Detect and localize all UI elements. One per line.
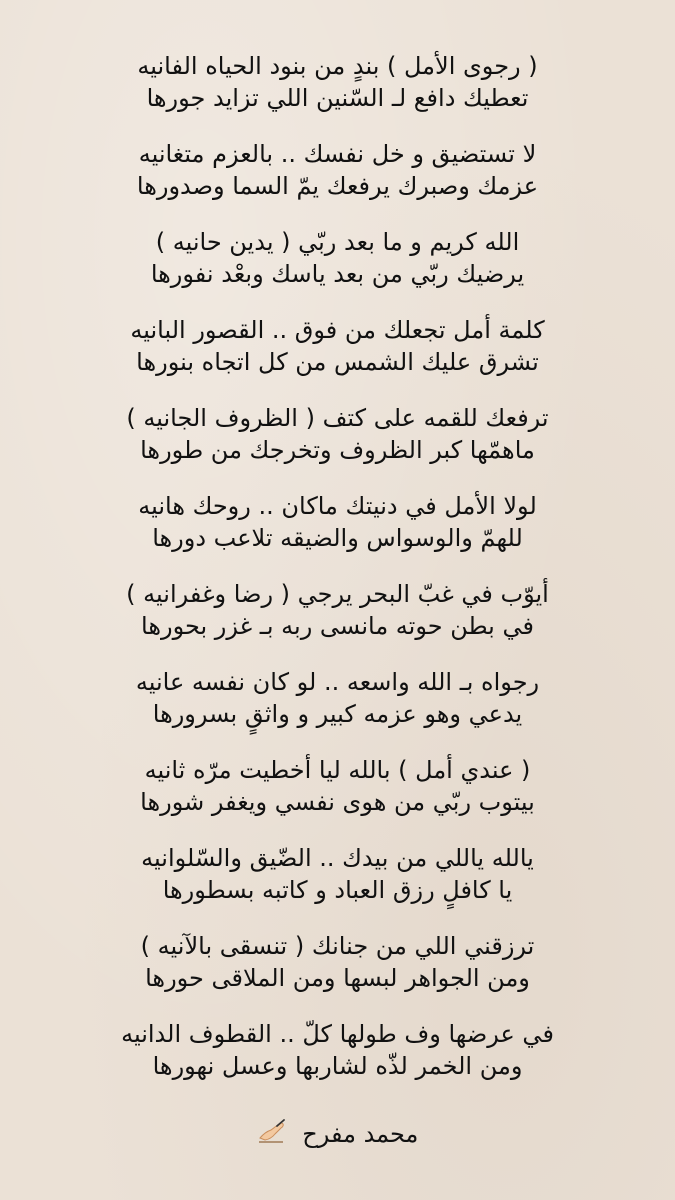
poem-line: يا كافلٍ رزق العباد و كاتبه بسطورها	[162, 876, 513, 904]
poem-line: أيوّب في غبّ البحر يرجي ( رضا وغفرانيه )	[126, 580, 549, 608]
stanza	[0, 50, 675, 114]
stanza	[0, 402, 675, 466]
poem-line: تشرق عليك الشمس من كل اتجاه بنورها	[136, 348, 539, 376]
signature	[0, 1118, 675, 1152]
writing-hand-icon	[257, 1118, 287, 1152]
poem-line: للهمّ والوسواس والضيقه تلاعب دورها	[152, 524, 523, 552]
poem-line: في عرضها وف طولها كلّ .. القطوف الدانيه	[121, 1020, 554, 1048]
poem-line: ترزقني اللي من جنانك ( تنسقى بالآنيه )	[140, 932, 535, 960]
poem-line: لا تستضيق و خل نفسك .. بالعزم متغانيه	[138, 140, 537, 168]
poem-line: لولا الأمل في دنيتك ماكان .. روحك هانيه	[138, 492, 537, 520]
stanza	[0, 138, 675, 202]
poem-line: ومن الخمر لذّه لشاربها وعسل نهورها	[152, 1052, 523, 1080]
poem-line: ومن الجواهر لبسها ومن الملاقى حورها	[145, 964, 530, 992]
poem-line: تعطيك دافع لـ السّنين اللي تزايد جورها	[146, 84, 529, 112]
stanza	[0, 666, 675, 730]
poem-line: كلمة أمل تجعلك من فوق .. القصور البانيه	[130, 316, 545, 344]
poem-line: بيتوب ربّي من هوى نفسي ويغفر شورها	[140, 788, 535, 816]
poem-line: يدعي وهو عزمه كبير و واثقٍ بسرورها	[152, 700, 523, 728]
stanza	[0, 1018, 675, 1082]
stanza	[0, 842, 675, 906]
stanza	[0, 226, 675, 290]
poem-line: رجواه بـ الله واسعه .. لو كان نفسه عانيه	[135, 668, 540, 696]
stanza	[0, 490, 675, 554]
poem-line: ماهمّها كبر الظروف وتخرجك من طورها	[140, 436, 535, 464]
stanza	[0, 578, 675, 642]
stanza	[0, 754, 675, 818]
poem-line: ترفعك للقمه على كتف ( الظروف الجانيه )	[126, 404, 549, 432]
poem-line: عزمك وصبرك يرفعك يمّ السما وصدورها	[136, 172, 539, 200]
poem-line: في بطن حوته مانسى ربه بـ غزر بحورها	[141, 612, 534, 640]
poem	[0, 50, 675, 1106]
stanza	[0, 314, 675, 378]
poem-line: يرضيك ربّي من بعد ياسك وبعْد نفورها	[150, 260, 525, 288]
signature-name: محمد مفرح	[302, 1120, 419, 1148]
poem-line: الله كريم و ما بعد ربّي ( يدين حانيه )	[155, 228, 520, 256]
poem-line: يالله ياللي من بيدك .. الضّيق والسّلوانيه	[141, 844, 534, 872]
poem-line: ( رجوى الأمل ) بندٍ من بنود الحياه الفانيه	[137, 52, 538, 80]
poem-line: ( عندي أمل ) بالله ليا أخطيت مرّه ثانيه	[144, 756, 531, 784]
stanza	[0, 930, 675, 994]
